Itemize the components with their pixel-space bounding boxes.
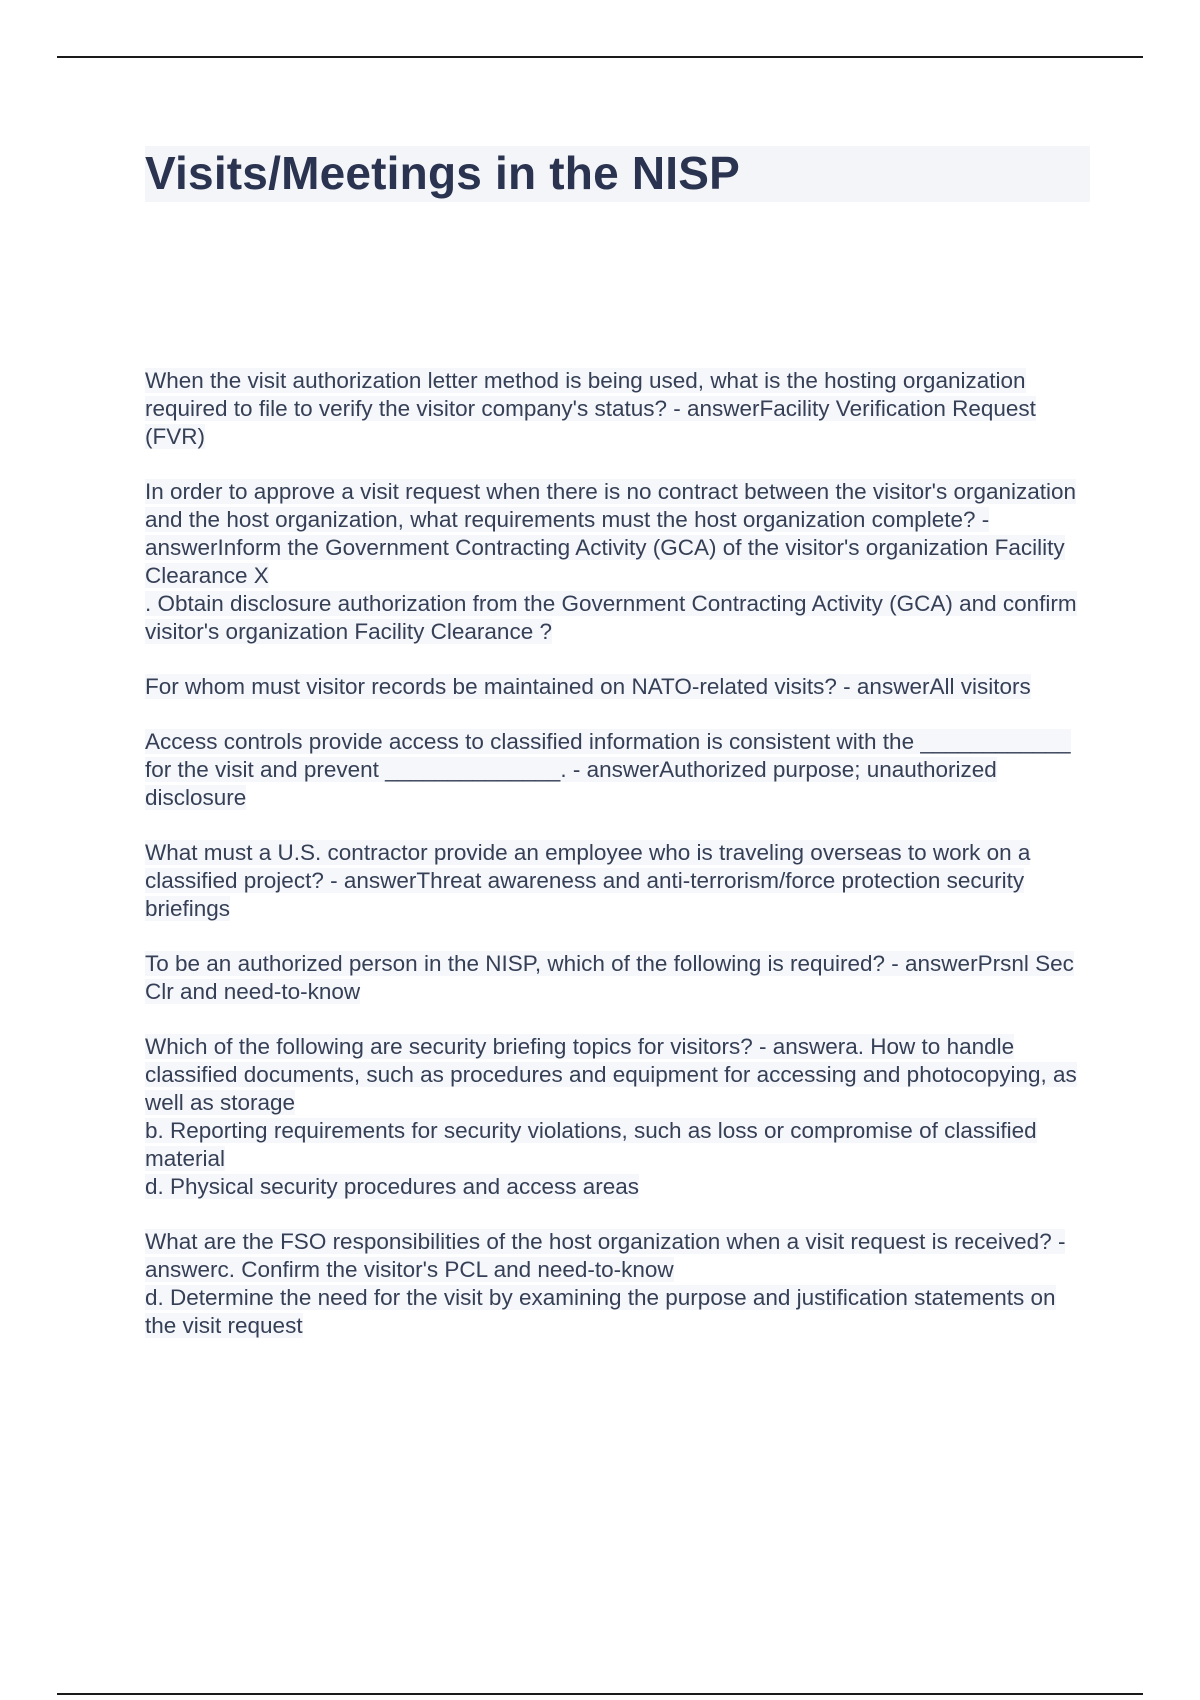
qa-text-continuation: d. Physical security procedures and access areas bbox=[145, 1174, 639, 1199]
qa-item-8 bbox=[145, 1228, 1090, 1340]
qa-item-5 bbox=[145, 839, 1090, 923]
bottom-rule bbox=[57, 1693, 1143, 1695]
qa-text: When the visit authorization letter method is being used, what is the hosting organization required to file to verify the visitor company's status? - answerFacility Verification Request (FVR) bbox=[145, 368, 1036, 449]
qa-text-continuation: . Obtain disclosure authorization from the Government Contracting Activity (GCA) and confirm visitor's organization Facility Clearance ? bbox=[145, 591, 1077, 644]
qa-text: In order to approve a visit request when there is no contract between the visitor's organization and the host organization, what requirements must the host organization complete? - answerInform the Government Contracting Activity (GCA) of the visitor's organization Facility Clearance X bbox=[145, 479, 1077, 588]
qa-item-3 bbox=[145, 673, 1090, 701]
page-title: Visits/Meetings in the NISP bbox=[145, 147, 741, 199]
qa-text: To be an authorized person in the NISP, which of the following is required? - answerPrsnl Sec Clr and need-to-know bbox=[145, 951, 1074, 1004]
qa-item-2 bbox=[145, 478, 1090, 646]
qa-item-6 bbox=[145, 950, 1090, 1006]
qa-item-4 bbox=[145, 728, 1090, 812]
top-rule bbox=[57, 56, 1143, 58]
qa-text: What are the FSO responsibilities of the host organization when a visit request is received? - answerc. Confirm the visitor's PCL and need-to-know bbox=[145, 1229, 1066, 1282]
qa-text-continuation: d. Determine the need for the visit by examining the purpose and justification statements on the visit request bbox=[145, 1285, 1056, 1338]
qa-text: Access controls provide access to classified information is consistent with the ____________ for the visit and prevent ______________. - answerAuthorized purpose; unauthorized disclosure bbox=[145, 729, 1071, 810]
qa-text: Which of the following are security briefing topics for visitors? - answera. How to handle classified documents, such as procedures and equipment for accessing and photocopying, as well as storage bbox=[145, 1034, 1077, 1115]
qa-list bbox=[145, 367, 1090, 1367]
qa-text: For whom must visitor records be maintained on NATO-related visits? - answerAll visitors bbox=[145, 674, 1031, 699]
qa-item-7 bbox=[145, 1033, 1090, 1201]
qa-text-continuation: b. Reporting requirements for security violations, such as loss or compromise of classified material bbox=[145, 1118, 1037, 1171]
qa-text: What must a U.S. contractor provide an employee who is traveling overseas to work on a classified project? - answerThreat awareness and anti-terrorism/force protection security briefings bbox=[145, 840, 1031, 921]
qa-item-1 bbox=[145, 367, 1090, 451]
